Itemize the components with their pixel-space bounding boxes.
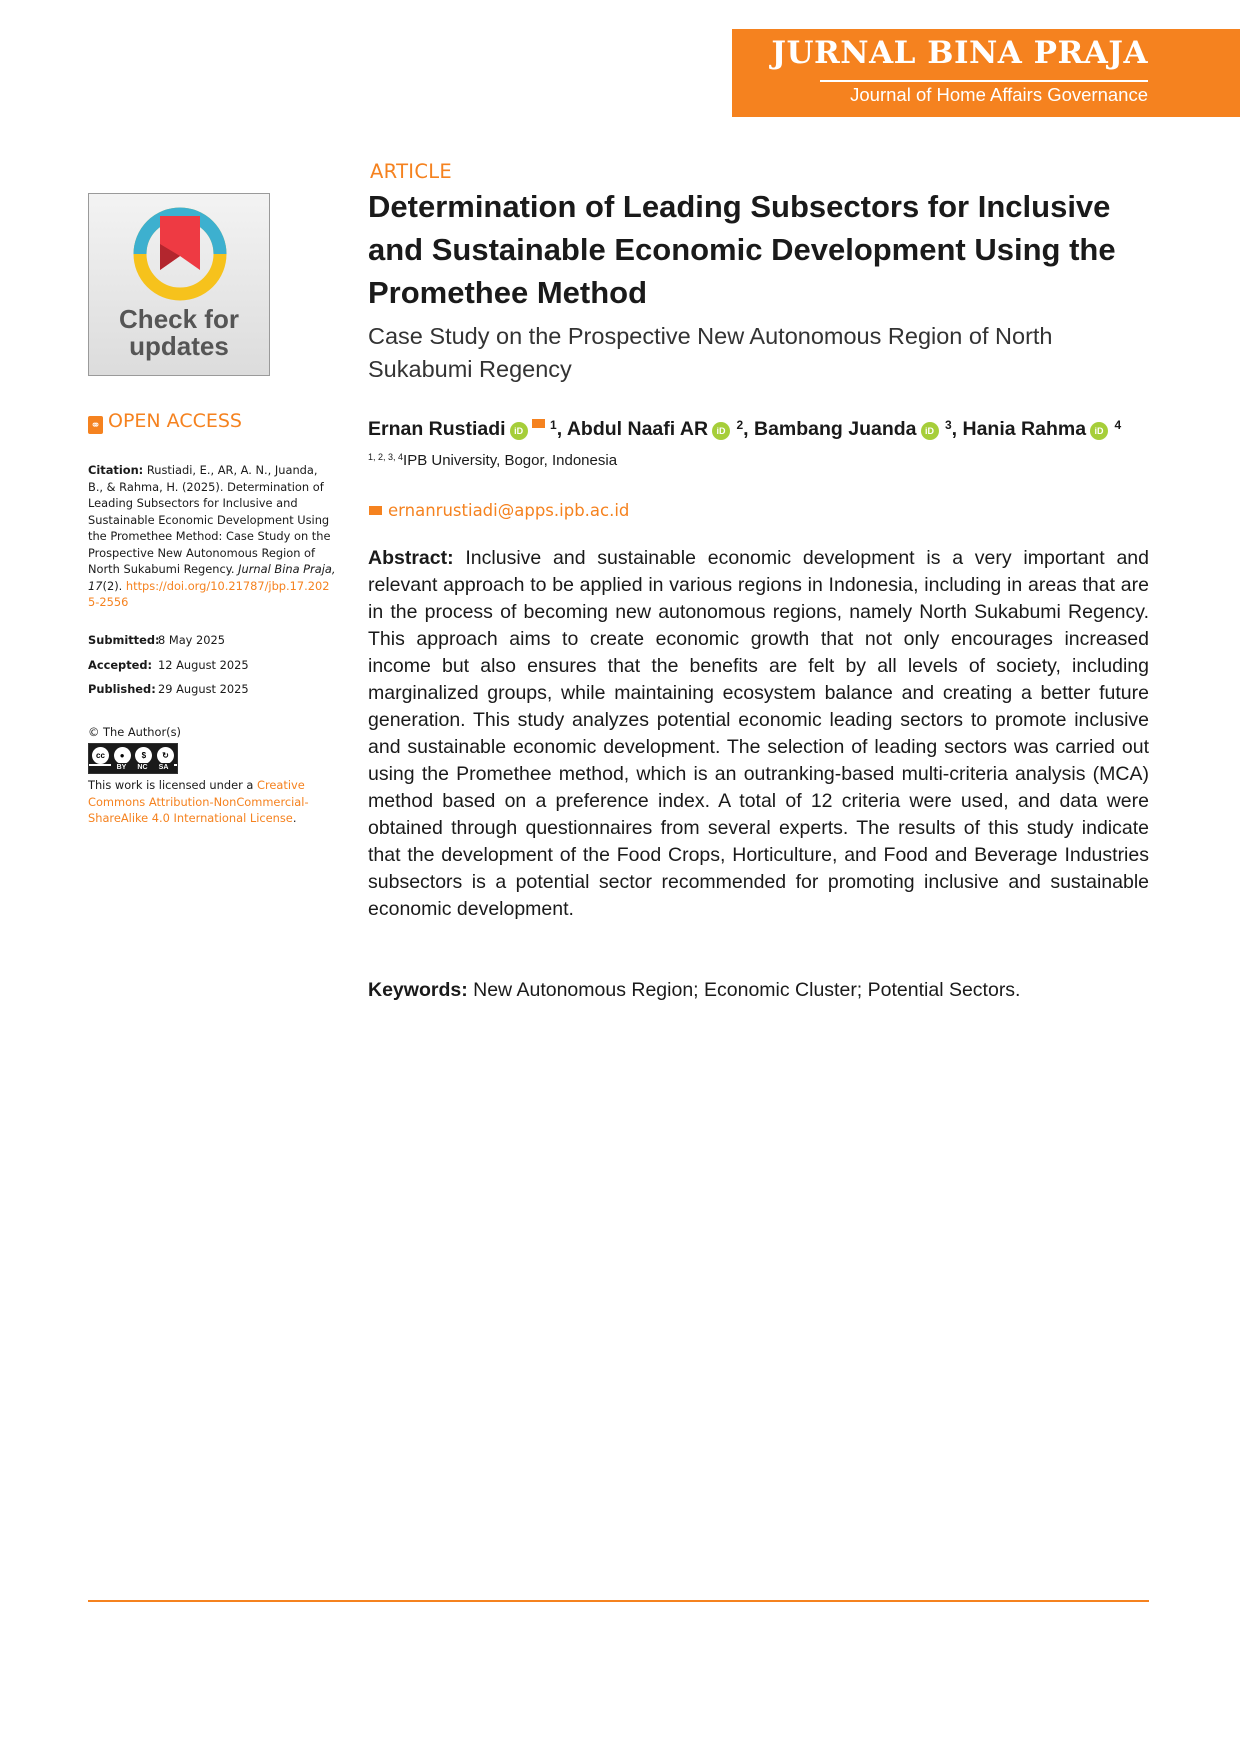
corresponding-email[interactable]: ernanrustiadi@apps.ipb.ac.id <box>368 501 629 520</box>
cc-labels: BY NC SA <box>111 763 174 772</box>
article-type-label: ARTICLE <box>370 160 453 183</box>
author-name: Abdul Naafi AR <box>566 418 709 440</box>
copyright-notice: © The Author(s) <box>88 725 181 739</box>
abstract <box>368 545 1149 923</box>
author-list: Ernan Rustiadi iD $^1$, Abdul Naafi AR iD $^2$, Bambang Juanda iD $^3$, Hania Rahma iD $^4$ <box>368 418 1122 440</box>
affiliation: $^{1, 2, 3, 4}$IPB University, Bogor, Indonesia <box>368 452 618 469</box>
cc-by-icon: ● <box>114 747 131 764</box>
crossmark-icon <box>130 204 230 304</box>
orcid-icon[interactable]: iD <box>921 422 939 440</box>
cc-license-badge[interactable] <box>88 743 178 774</box>
publication-dates <box>88 632 336 706</box>
keywords-text: New Autonomous Region; Economic Cluster; Potential Sectors. <box>473 979 1021 1001</box>
citation-block: Citation: Rustiadi, E., AR, A. N., Juanda, B., & Rahma, H. (2025). Determination of Leading Subsectors for Inclusive and Sustainable Economic Development Using the Promethee Method: Case Study on the Prospective New Autonomous Region of North Sukabumi Regency. Jurnal Bina Praja, 17(2). https://doi.org/10.21787/jbp.17.2025-2556 <box>88 463 336 609</box>
published-row: Published: 29 August 2025 <box>88 682 249 696</box>
journal-divider <box>820 80 1148 82</box>
author-name: Ernan Rustiadi <box>368 418 506 440</box>
envelope-icon <box>369 506 382 515</box>
footer-divider <box>88 1600 1149 1602</box>
journal-header-banner <box>732 29 1240 117</box>
open-access-lock-icon: ⚭ <box>88 416 103 434</box>
check-for-updates-text: Check for updates <box>119 304 239 361</box>
keywords <box>368 977 1149 1004</box>
submitted-row: Submitted:8 May 2025 <box>88 633 226 647</box>
abstract-label: Abstract: <box>368 547 454 569</box>
open-access-label: ⚭ OPEN ACCESS <box>88 410 242 434</box>
mail-icon[interactable] <box>532 419 545 428</box>
article-title: Determination of Leading Subsectors for Inclusive and Sustainable Economic Development Using the Promethee Method <box>368 189 1116 310</box>
journal-subtitle: Journal of Home Affairs Governance <box>850 84 1148 105</box>
license-link[interactable]: Creative Commons Attribution-NonCommercial-ShareAlike 4.0 International License <box>88 778 309 825</box>
cc-icon: cc <box>92 747 109 764</box>
author-name: Bambang Juanda <box>754 418 917 440</box>
abstract-text: Inclusive and sustainable economic development is a very important and relevant approach to be applied in various regions in Indonesia, including in areas that are in the process of becoming new autonomous regions, namely North Sukabumi Regency. This approach aims to create economic growth that not only encourages increased income but also ensures that the benefits are felt by all levels of society, including marginalized groups, while maintaining ecosystem balance and creating a better future generation. This study analyzes potential economic leading sectors to promote inclusive and sustainable economic development. The selection of leading sectors was carried out using the Promethee method, which is an outranking-based multi-criteria analysis (MCA) method based on a preference index. A total of 12 criteria were used, and data were obtained through questionnaires from several experts. The results of this study indicate that the development of the Food Crops, Horticulture, and Food and Beverage Industries subsectors is a potential sector recommended for promoting inclusive and sustainable economic development. <box>368 547 1149 920</box>
cc-sa-icon: ↻ <box>157 747 174 764</box>
journal-name: JURNAL BINA PRAJA <box>771 35 1148 71</box>
accepted-row: Accepted: 12 August 2025 <box>88 657 249 672</box>
author-name: Hania Rahma <box>962 418 1087 440</box>
keywords-label: Keywords: <box>368 979 468 1001</box>
article-subtitle: Case Study on the Prospective New Autonomous Region of North Sukabumi Regency <box>368 323 1053 382</box>
orcid-icon[interactable]: iD <box>1090 422 1108 440</box>
orcid-icon[interactable]: iD <box>712 422 730 440</box>
orcid-icon[interactable]: iD <box>510 422 528 440</box>
citation-doi-link[interactable]: https://doi.org/10.21787/jbp.17.2025-2556 <box>88 578 330 609</box>
cc-nc-icon: $ <box>135 747 152 764</box>
check-for-updates-badge[interactable] <box>88 193 270 376</box>
license-text: This work is licensed under a Creative Commons Attribution-NonCommercial-ShareAlike 4.0 International License. <box>88 778 309 825</box>
